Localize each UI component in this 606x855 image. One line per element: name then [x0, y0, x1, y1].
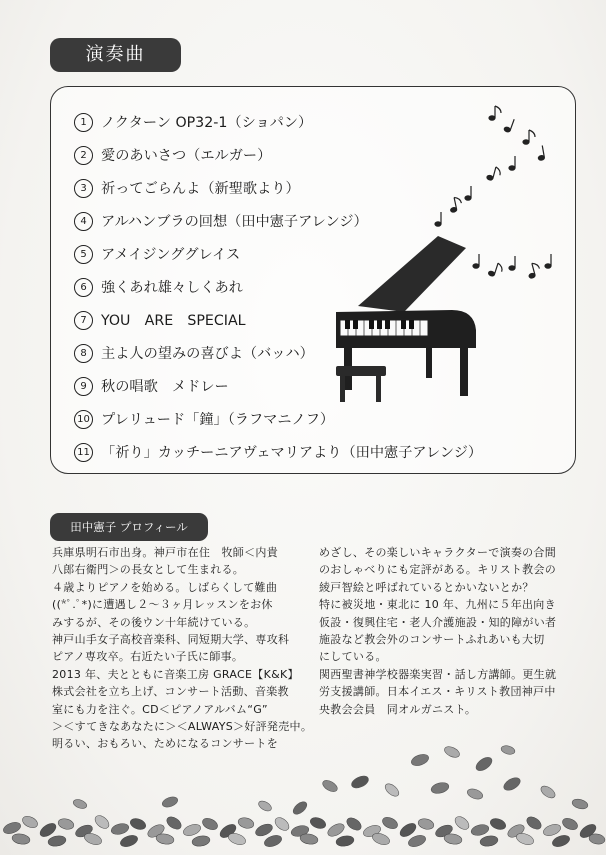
profile-text-left	[52, 544, 314, 753]
item-number: 3	[74, 179, 93, 198]
item-number: 2	[74, 146, 93, 165]
item-title: YOU ARE SPECIAL	[101, 313, 246, 329]
profile-line: ４歳よりピアノを始める。しばらくして難曲	[52, 580, 278, 594]
profile-line: のおしゃべりにも定評がある。キリスト教会の	[319, 563, 557, 577]
leaf-icon	[72, 744, 589, 816]
item-title: 秋の唱歌 メドレー	[101, 379, 229, 395]
item-title: 主よ人の望みの喜びよ（バッハ）	[101, 346, 314, 362]
profile-text-right	[319, 544, 581, 718]
profile-line: 関西聖書神学校器楽実習・話し方講師。更生就	[319, 667, 557, 681]
profile-line: 仮設・復興住宅・老人介護施設・知的障がい者	[319, 615, 557, 629]
grand-piano-illustration	[326, 98, 566, 416]
item-title: ノクターン OP32-1（ショパン）	[101, 115, 313, 131]
profile-line: めざし、その楽しいキャラクターで演奏の合間	[319, 546, 557, 559]
item-title: アメイジンググレイス	[101, 247, 241, 263]
item-number: 1	[74, 113, 93, 132]
profile-line: ピアノ専攻卒。右近たい子氏に師事。	[52, 650, 244, 664]
profile-line: ((*ﾟ.ﾟ*)に遭遇し２～３ヶ月レッスンをお休	[52, 598, 273, 612]
profile-line: 室にも力を注ぐ。CD＜ピアノアルバム“G”	[52, 702, 268, 716]
profile-line: みするが、その後ウン十年続けている。	[52, 615, 256, 629]
item-number: 10	[74, 410, 93, 429]
profile-line: 神戸山手女子高校音楽科、同短期大学、専攻科	[52, 633, 290, 647]
profile-line: 綾戸智絵と呼ばれているとかいないとか？	[319, 580, 534, 594]
item-title: 愛のあいさつ（エルガー）	[101, 148, 272, 164]
profile-line: 株式会社を立ち上げ、コンサート活動、音楽教	[52, 685, 289, 699]
item-title: 強くあれ雄々しくあれ	[101, 280, 243, 296]
profile-title: 田中憲子 プロフィール	[50, 513, 208, 541]
item-number: 9	[74, 377, 93, 396]
item-title: 祈ってごらんよ（新聖歌より）	[101, 181, 300, 197]
program-item	[74, 438, 482, 471]
leaves-decoration	[0, 742, 606, 855]
item-title: 「祈り」カッチーニアヴェマリアより（田中憲子アレンジ）	[101, 445, 483, 461]
leaf-pile	[2, 813, 606, 849]
profile-line: にしている。	[319, 650, 387, 664]
profile-line: 明るい、おもろい、ためになるコンサートを	[52, 737, 278, 751]
item-title: プレリュード「鐘」（ラフマニノフ）	[101, 412, 335, 428]
item-number: 8	[74, 344, 93, 363]
profile-line: ＞＜すてきなあなたに＞＜ALWAYS＞好評発売中。	[52, 720, 313, 734]
profile-line: 2013 年、夫とともに音楽工房 GRACE【K&K】	[52, 667, 299, 681]
profile-line: 八郎右衛門＞の長女として生まれる。	[52, 563, 245, 577]
profile-line: 労支援講師。日本イエス・キリスト教団神戸中	[319, 685, 556, 699]
item-number: 5	[74, 245, 93, 264]
item-number: 7	[74, 311, 93, 330]
profile-line: 施設など教会外のコンサートふれあいも大切	[319, 633, 545, 647]
item-title: アルハンブラの回想（田中憲子アレンジ）	[101, 214, 368, 230]
profile-line: 兵庫県明石市出身。神戸市在住 牧師＜内貴	[52, 546, 278, 559]
profile-line: 央教会会員 同オルガニスト。	[319, 702, 477, 716]
item-number: 6	[74, 278, 93, 297]
section-title: 演奏曲	[50, 38, 181, 72]
profile-line: 特に被災地・東北に 10 年、九州に５年出向き	[319, 598, 556, 612]
item-number: 11	[74, 443, 93, 462]
item-number: 4	[74, 212, 93, 231]
